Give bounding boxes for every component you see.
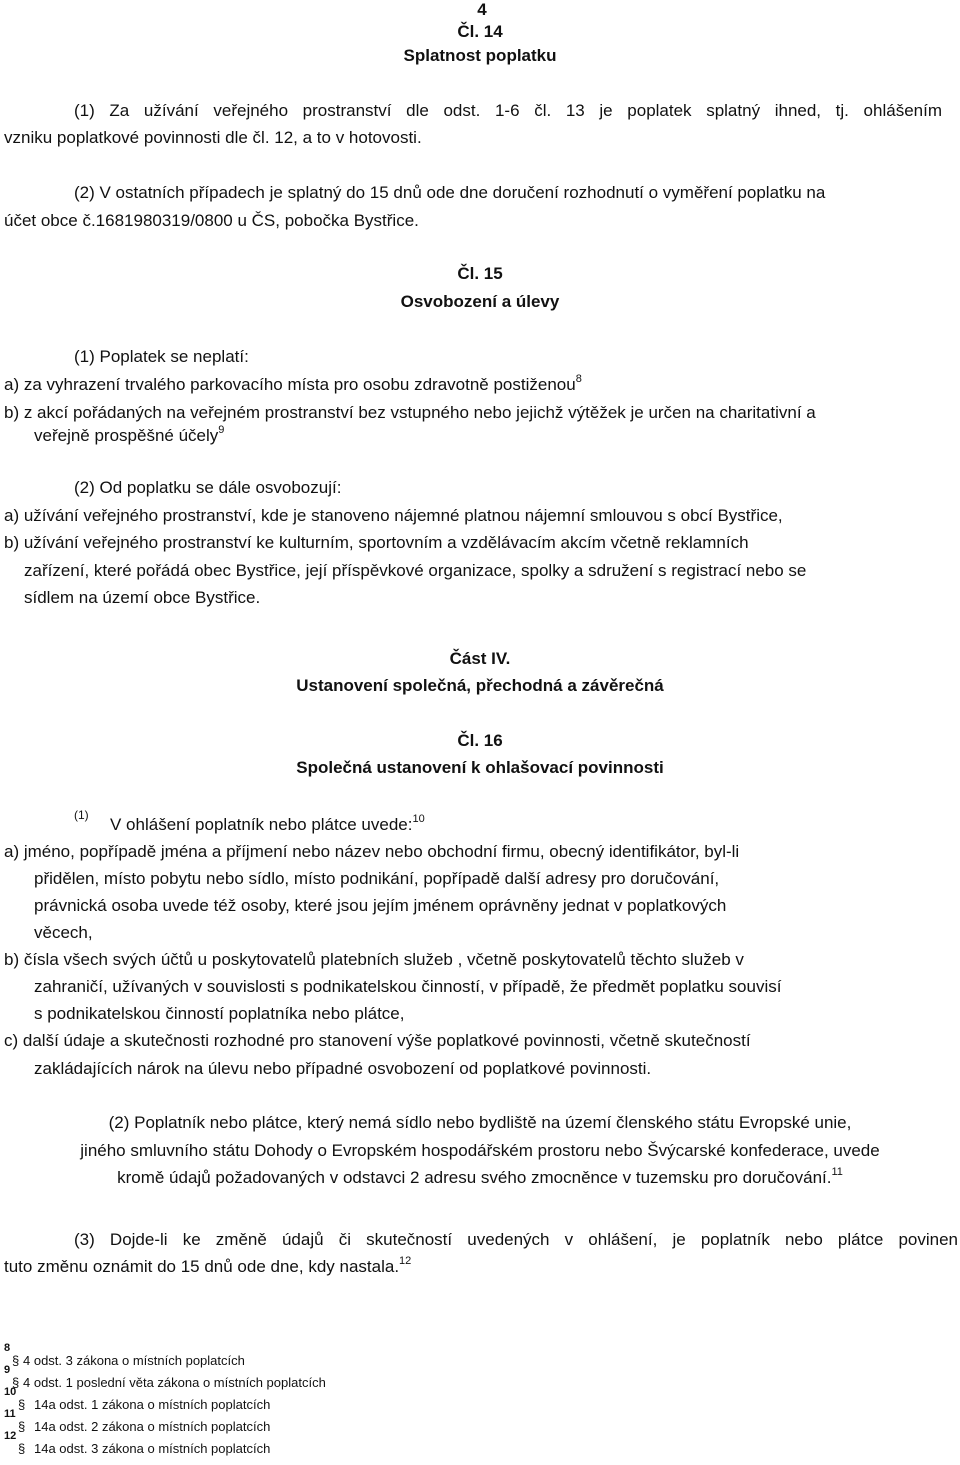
article-16-p2-line1: (2) Poplatník nebo plátce, který nemá sídlo nebo bydliště na území členského státu Evropské unie, [108,1113,852,1132]
footnotes [4,1342,504,1464]
article-16-item-c-line2: zakládajících nárok na úlevu nebo případné osvobození od poplatkové povinnosti. [34,1059,652,1078]
article-16-item-a-line1: a) jméno, popřípadě jména a příjmení nebo název nebo obchodní firmu, obecný identifikátor, byl-li [4,842,740,861]
footnote-number: 9 [4,1364,11,1376]
section-sign-icon: § [18,1441,26,1456]
article-16-p2-line3 [0,1164,960,1191]
section-sign-icon: § [12,1375,20,1390]
footnote-text: 14a odst. 2 zákona o místních poplatcích [34,1419,271,1434]
footnote-ref-8: 8 [575,373,582,385]
article-14-p2-line2: účet obce č.1681980319/0800 u ČS, pobočka Bystřice. [4,211,419,230]
section-sign-icon: § [18,1419,26,1434]
article-15-p2-intro: (2) Od poplatku se dále osvobozují: [74,478,342,497]
article-15-item-a-text: a) za vyhrazení trvalého parkovacího místa pro osobu zdravotně postiženou [4,375,576,394]
article-15-item-b-line1: b) z akcí pořádaných na veřejném prostranství bez vstupného nebo jejichž výtěžek je určen na charitativní a [4,403,816,422]
article-16-p1-text: V ohlášení poplatník nebo plátce uvede: [110,815,413,834]
article-15-heading: Čl. 15 [457,264,503,283]
article-15-p1-intro: (1) Poplatek se neplatí: [74,347,249,366]
footnote-number: 10 [4,1386,17,1398]
article-14-p1-line2: vzniku poplatkové povinnosti dle čl. 12, a to v hotovosti. [4,128,422,147]
article-16-p3-line1: (3) Dojde-li ke změně údajů či skutečností uvedených v ohlášení, je poplatník nebo plátce povinen [74,1230,958,1249]
section-sign-icon: § [18,1397,26,1412]
article-16-item-a-line4: věcech, [34,923,93,942]
article-16-item-a-line3: právnická osoba uvede též osoby, které jsou jejím jménem oprávněny jednat v poplatkových [34,896,727,915]
article-16-item-b-line2: zahraničí, užívaných v souvislosti s podnikatelskou činností, v případě, že předmět poplatku souvisí [34,977,782,996]
article-15-p2-item-b-line2: zařízení, které pořádá obec Bystřice, její příspěvkové organizace, spolky a sdružení s registrací nebo se [24,561,807,580]
footnote-text: 14a odst. 3 zákona o místních poplatcích [34,1441,271,1456]
footnote-number: 12 [4,1430,17,1442]
article-15-title: Osvobození a úlevy [400,292,560,311]
footnote-text: 14a odst. 1 zákona o místních poplatcích [34,1397,271,1412]
article-16-heading: Čl. 16 [457,731,503,750]
footnote-text: 4 odst. 1 poslední věta zákona o místních poplatcích [23,1375,326,1390]
article-16-p2-line2: jiného smluvního státu Dohody o Evropském hospodářském prostoru nebo Švýcarské konfederace, uvede [80,1141,880,1160]
page-number: 4 [477,0,487,19]
article-15-p2-item-b-line3: sídlem na území obce Bystřice. [24,588,261,607]
article-16-item-c-line1: c) další údaje a skutečnosti rozhodné pro stanovení výše poplatkové povinnosti, včetně skutečností [4,1031,751,1050]
footnote-number: 11 [4,1408,16,1420]
article-16-p1 [110,811,425,838]
article-16-item-a-line2: přidělen, místo pobytu nebo sídlo, místo podnikání, popřípadě další adresy pro doručování, [34,869,720,888]
footnote-ref-9: 9 [218,424,225,436]
footnote-ref-12: 12 [399,1255,412,1267]
footnote-ref-10: 10 [412,813,425,825]
footnote-ref-11: 11 [831,1166,843,1178]
article-15-p2-item-a: a) užívání veřejného prostranství, kde je stanoveno nájemné platnou nájemní smlouvou s obcí Bystřice, [4,506,783,525]
footnote-number: 8 [4,1342,11,1354]
article-16-p2-line3-text: kromě údajů požadovaných v odstavci 2 adresu svého zmocněnce v tuzemsku pro doručování. [117,1168,832,1187]
part-4-heading: Část IV. [449,649,511,668]
article-14-p2-line1: (2) V ostatních případech je splatný do 15 dnů ode dne doručení rozhodnutí o vyměření poplatku na [74,183,826,202]
article-16-p1-number: (1) [74,808,89,822]
section-sign-icon: § [12,1353,20,1368]
article-16-p3-line2 [4,1253,411,1280]
article-16-title: Společná ustanovení k ohlašovací povinnosti [296,758,664,777]
article-14-title: Splatnost poplatku [403,46,557,65]
article-15-p2-item-b-line1: b) užívání veřejného prostranství ke kulturním, sportovním a vzdělávacím akcím včetně reklamních [4,533,749,552]
part-4-title: Ustanovení společná, přechodná a závěrečná [296,676,664,695]
article-14-heading: Čl. 14 [457,22,503,41]
article-15-item-a [4,371,582,398]
article-16-item-b-line1: b) čísla všech svých účtů u poskytovatelů platebních služeb , včetně poskytovatelů těchto služeb v [4,950,744,969]
article-16-item-b-line3: s podnikatelskou činností poplatníka nebo plátce, [34,1004,405,1023]
article-16-p3-line2-text: tuto změnu oznámit do 15 dnů ode dne, kdy nastala. [4,1257,400,1276]
article-15-item-b-line2 [34,422,224,449]
article-14-p1-line1: (1) Za užívání veřejného prostranství dle odst. 1-6 čl. 13 je poplatek splatný ihned, tj. ohlášením [74,101,942,120]
article-15-item-b-line2-text: veřejně prospěšné účely [34,426,219,445]
footnote-text: 4 odst. 3 zákona o místních poplatcích [23,1353,245,1368]
